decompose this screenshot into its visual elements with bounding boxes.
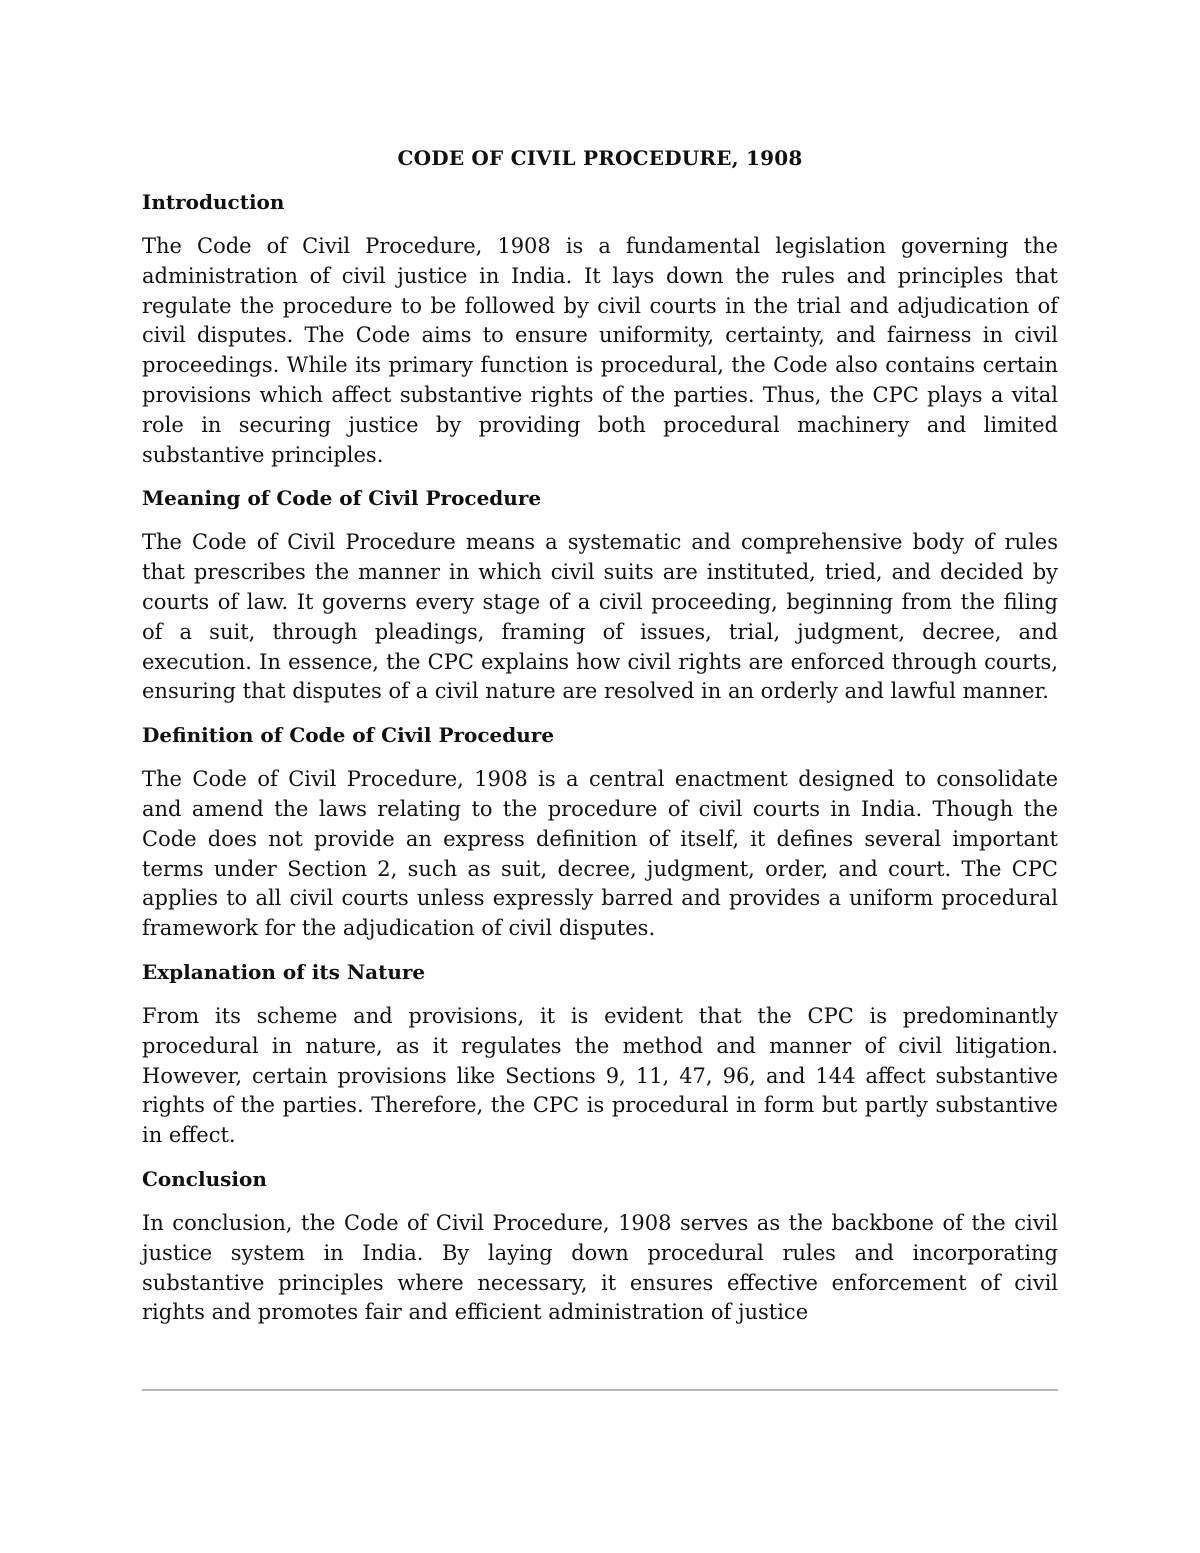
section-body-conclusion: In conclusion, the Code of Civil Procedure, 1908 serves as the backbone of the civil justice system in India. By laying down procedural rules and incorporating substantive principles where necessary, it ensures effective enforcement of civil rights and promotes fair and efficient administration of justice [142,1210,1058,1325]
section-heading-conclusion: Conclusion [142,1166,267,1191]
section-body-nature: From its scheme and provisions, it is evident that the CPC is predominantly procedural in nature, as it regulates the method and manner of civil litigation. However, certain provisions like Sections 9, 11, 47, 96, and 144 affect substantive rights of the parties. Therefore, the CPC is procedural in form but partly substantive in effect. [142,1003,1058,1148]
section-heading-definition: Definition of Code of Civil Procedure [142,723,555,748]
section-heading-introduction: Introduction [142,190,285,214]
section-heading-meaning: Meaning of Code of Civil Procedure [142,486,542,511]
section-heading-nature: Explanation of its Nature [142,959,426,984]
document-title: CODE OF CIVIL PROCEDURE, 1908 [397,146,803,170]
footer-divider [142,1389,1058,1391]
section-body-definition: The Code of Civil Procedure, 1908 is a central enactment designed to consolidate and amend the laws relating to the procedure of civil courts in India. Though the Code does not provide an express definition of itself, it defines several important terms under Section 2, such as suit, decree, judgment, order, and court. The CPC applies to all civil courts unless expressly barred and provides a uniform procedural framework for the adjudication of civil disputes. [142,767,1058,941]
section-body-introduction: The Code of Civil Procedure, 1908 is a fundamental legislation governing the administration of civil justice in India. It lays down the rules and principles that regulate the procedure to be followed by civil courts in the trial and adjudication of civil disputes. The Code aims to ensure uniformity, certainty, and fairness in civil proceedings. While its primary function is procedural, the Code also contains certain provisions which affect substantive rights of the parties. Thus, the CPC plays a vital role in securing justice by providing both procedural machinery and limited substantive principles. [142,234,1058,467]
section-body-meaning: The Code of Civil Procedure means a systematic and comprehensive body of rules that prescribes the manner in which civil suits are instituted, tried, and decided by courts of law. It governs every stage of a civil proceeding, beginning from the filing of a suit, through pleadings, framing of issues, trial, judgment, decree, and execution. In essence, the CPC explains how civil rights are enforced through courts, ensuring that disputes of a civil nature are resolved in an orderly and lawful manner. [142,530,1058,704]
document-content [142,144,1058,1328]
